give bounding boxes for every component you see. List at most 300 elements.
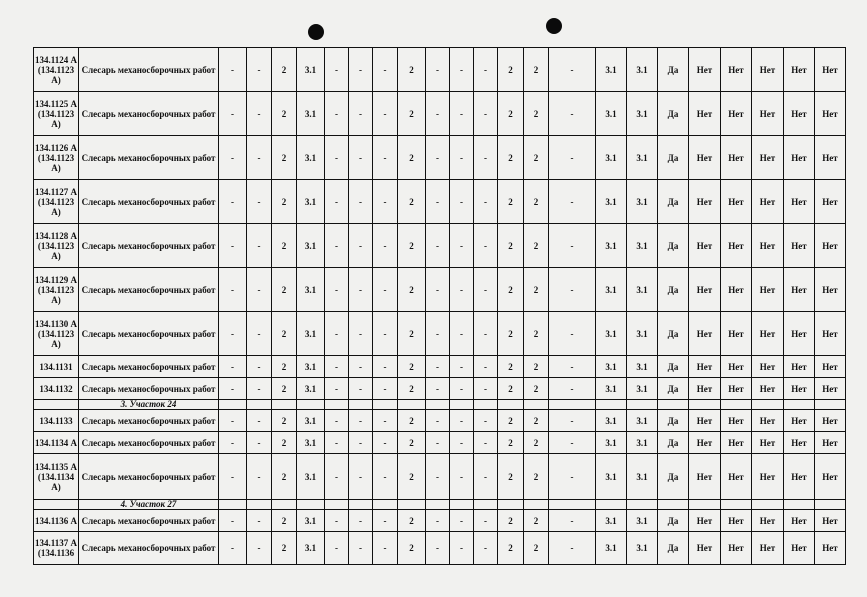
- value-cell: 3.1: [627, 312, 658, 356]
- value-cell: Нет: [721, 378, 752, 400]
- value-cell: 3.1: [596, 510, 627, 532]
- value-cell: -: [349, 224, 373, 268]
- job-title: Слесарь механосборочных работ: [79, 410, 219, 432]
- value-cell: 3.1: [596, 268, 627, 312]
- value-cell: -: [474, 432, 498, 454]
- value-cell: -: [426, 356, 450, 378]
- value-cell: -: [325, 432, 349, 454]
- table-row: [34, 356, 846, 378]
- value-cell: Нет: [784, 356, 815, 378]
- value-cell: 3.1: [627, 224, 658, 268]
- value-cell: 2: [524, 532, 549, 565]
- assessment-table: [33, 47, 846, 565]
- value-cell: -: [373, 454, 398, 500]
- job-title: Слесарь механосборочных работ: [79, 224, 219, 268]
- value-cell: Нет: [815, 432, 846, 454]
- value-cell: 3.1: [596, 92, 627, 136]
- workplace-code: 134.1130 А (134.1123 А): [34, 312, 79, 356]
- section-empty-cell: [247, 500, 272, 510]
- value-cell: 3.1: [627, 432, 658, 454]
- value-cell: 3.1: [596, 356, 627, 378]
- table-row: [34, 48, 846, 92]
- value-cell: -: [349, 312, 373, 356]
- value-cell: -: [450, 136, 474, 180]
- section-empty-cell: [426, 500, 450, 510]
- value-cell: Нет: [721, 136, 752, 180]
- value-cell: 2: [524, 180, 549, 224]
- value-cell: -: [247, 268, 272, 312]
- value-cell: Нет: [721, 510, 752, 532]
- value-cell: -: [549, 432, 596, 454]
- value-cell: 2: [398, 48, 426, 92]
- value-cell: 3.1: [297, 510, 325, 532]
- value-cell: Нет: [752, 48, 784, 92]
- value-cell: Нет: [752, 356, 784, 378]
- value-cell: 2: [524, 224, 549, 268]
- value-cell: -: [373, 180, 398, 224]
- value-cell: Нет: [815, 224, 846, 268]
- value-cell: -: [474, 410, 498, 432]
- value-cell: Нет: [689, 224, 721, 268]
- value-cell: -: [349, 136, 373, 180]
- value-cell: Нет: [784, 180, 815, 224]
- value-cell: Нет: [721, 48, 752, 92]
- value-cell: -: [247, 136, 272, 180]
- value-cell: 3.1: [596, 136, 627, 180]
- value-cell: 2: [398, 268, 426, 312]
- value-cell: 2: [272, 312, 297, 356]
- table-row: [34, 312, 846, 356]
- value-cell: 3.1: [297, 268, 325, 312]
- table-row: [34, 532, 846, 565]
- value-cell: -: [549, 224, 596, 268]
- value-cell: -: [474, 92, 498, 136]
- value-cell: -: [325, 268, 349, 312]
- value-cell: -: [549, 532, 596, 565]
- value-cell: -: [373, 224, 398, 268]
- value-cell: -: [247, 224, 272, 268]
- value-cell: Нет: [784, 532, 815, 565]
- value-cell: Нет: [752, 454, 784, 500]
- value-cell: -: [325, 356, 349, 378]
- value-cell: Нет: [689, 410, 721, 432]
- section-empty-cell: [658, 400, 689, 410]
- section-empty-cell: [689, 400, 721, 410]
- value-cell: 2: [524, 356, 549, 378]
- section-empty-cell: [450, 500, 474, 510]
- value-cell: Нет: [689, 312, 721, 356]
- value-cell: -: [247, 410, 272, 432]
- value-cell: 3.1: [297, 356, 325, 378]
- value-cell: 3.1: [596, 410, 627, 432]
- value-cell: 2: [524, 454, 549, 500]
- value-cell: 3.1: [627, 180, 658, 224]
- workplace-code: 134.1136 А: [34, 510, 79, 532]
- workplace-code: 134.1135 А (134.1134 А): [34, 454, 79, 500]
- job-title: Слесарь механосборочных работ: [79, 92, 219, 136]
- table-row: [34, 378, 846, 400]
- value-cell: 3.1: [297, 48, 325, 92]
- section-empty-cell: [752, 500, 784, 510]
- value-cell: Нет: [815, 454, 846, 500]
- section-empty-cell: [784, 500, 815, 510]
- value-cell: 3.1: [627, 356, 658, 378]
- value-cell: 2: [498, 532, 524, 565]
- value-cell: -: [219, 136, 247, 180]
- section-empty-cell: [596, 500, 627, 510]
- section-empty-cell: [815, 500, 846, 510]
- value-cell: 2: [272, 410, 297, 432]
- value-cell: 2: [398, 180, 426, 224]
- value-cell: -: [549, 92, 596, 136]
- value-cell: -: [450, 432, 474, 454]
- value-cell: Да: [658, 532, 689, 565]
- value-cell: 2: [272, 268, 297, 312]
- value-cell: 2: [398, 410, 426, 432]
- value-cell: -: [325, 312, 349, 356]
- value-cell: Да: [658, 312, 689, 356]
- value-cell: -: [325, 510, 349, 532]
- value-cell: 2: [272, 454, 297, 500]
- value-cell: 3.1: [627, 532, 658, 565]
- section-empty-cell: [627, 500, 658, 510]
- section-empty-cell: [721, 400, 752, 410]
- value-cell: Нет: [721, 224, 752, 268]
- value-cell: -: [549, 378, 596, 400]
- value-cell: -: [450, 510, 474, 532]
- value-cell: -: [219, 432, 247, 454]
- value-cell: 3.1: [297, 454, 325, 500]
- value-cell: 2: [498, 454, 524, 500]
- value-cell: 2: [524, 48, 549, 92]
- value-cell: 2: [524, 92, 549, 136]
- value-cell: -: [450, 224, 474, 268]
- value-cell: Нет: [784, 312, 815, 356]
- value-cell: -: [426, 510, 450, 532]
- value-cell: -: [247, 48, 272, 92]
- value-cell: Нет: [721, 356, 752, 378]
- value-cell: 3.1: [627, 268, 658, 312]
- value-cell: Нет: [689, 510, 721, 532]
- value-cell: 2: [272, 180, 297, 224]
- value-cell: 2: [398, 378, 426, 400]
- workplace-code: 134.1132: [34, 378, 79, 400]
- value-cell: Нет: [752, 432, 784, 454]
- value-cell: 2: [272, 136, 297, 180]
- value-cell: 3.1: [596, 312, 627, 356]
- value-cell: 3.1: [297, 312, 325, 356]
- workplace-code: 134.1125 А (134.1123 А): [34, 92, 79, 136]
- value-cell: Да: [658, 268, 689, 312]
- value-cell: -: [373, 312, 398, 356]
- value-cell: Нет: [815, 532, 846, 565]
- value-cell: Нет: [784, 432, 815, 454]
- section-empty-cell: [784, 400, 815, 410]
- value-cell: 3.1: [297, 532, 325, 565]
- value-cell: -: [219, 378, 247, 400]
- value-cell: Да: [658, 180, 689, 224]
- workplace-code: 134.1133: [34, 410, 79, 432]
- value-cell: -: [450, 356, 474, 378]
- value-cell: 3.1: [596, 532, 627, 565]
- value-cell: 2: [524, 510, 549, 532]
- value-cell: Да: [658, 432, 689, 454]
- value-cell: -: [349, 454, 373, 500]
- value-cell: 3.1: [297, 432, 325, 454]
- value-cell: Нет: [689, 92, 721, 136]
- value-cell: Нет: [815, 48, 846, 92]
- value-cell: 2: [498, 510, 524, 532]
- section-empty-cell: [498, 500, 524, 510]
- value-cell: -: [549, 454, 596, 500]
- value-cell: 2: [498, 136, 524, 180]
- section-empty-cell: [219, 500, 247, 510]
- value-cell: -: [373, 48, 398, 92]
- value-cell: -: [219, 356, 247, 378]
- value-cell: 2: [398, 532, 426, 565]
- value-cell: -: [219, 510, 247, 532]
- value-cell: 3.1: [627, 92, 658, 136]
- section-empty-cell: [297, 500, 325, 510]
- value-cell: 2: [498, 92, 524, 136]
- value-cell: -: [549, 48, 596, 92]
- value-cell: Нет: [784, 48, 815, 92]
- value-cell: -: [450, 454, 474, 500]
- value-cell: 2: [398, 312, 426, 356]
- value-cell: 2: [398, 136, 426, 180]
- workplace-code: 134.1134 А: [34, 432, 79, 454]
- workplace-code: 134.1137 А (134.1136: [34, 532, 79, 565]
- value-cell: 2: [272, 378, 297, 400]
- value-cell: -: [426, 180, 450, 224]
- value-cell: -: [325, 454, 349, 500]
- value-cell: -: [474, 510, 498, 532]
- value-cell: -: [474, 532, 498, 565]
- value-cell: -: [474, 268, 498, 312]
- value-cell: Нет: [689, 378, 721, 400]
- job-title: Слесарь механосборочных работ: [79, 136, 219, 180]
- value-cell: -: [325, 92, 349, 136]
- value-cell: -: [247, 378, 272, 400]
- value-cell: -: [474, 48, 498, 92]
- value-cell: 2: [498, 356, 524, 378]
- table-row: [34, 180, 846, 224]
- value-cell: Нет: [721, 268, 752, 312]
- value-cell: -: [219, 180, 247, 224]
- section-empty-cell: [398, 500, 426, 510]
- value-cell: Нет: [784, 454, 815, 500]
- workplace-code: 134.1127 А (134.1123 А): [34, 180, 79, 224]
- section-empty-cell: [474, 400, 498, 410]
- value-cell: -: [349, 356, 373, 378]
- value-cell: 3.1: [627, 136, 658, 180]
- job-title: Слесарь механосборочных работ: [79, 432, 219, 454]
- section-empty-cell: [658, 500, 689, 510]
- value-cell: Да: [658, 92, 689, 136]
- value-cell: 2: [498, 224, 524, 268]
- value-cell: 2: [272, 532, 297, 565]
- value-cell: -: [373, 510, 398, 532]
- value-cell: -: [247, 356, 272, 378]
- value-cell: 3.1: [627, 454, 658, 500]
- value-cell: 2: [498, 268, 524, 312]
- table-row: [34, 510, 846, 532]
- job-title: Слесарь механосборочных работ: [79, 510, 219, 532]
- value-cell: -: [373, 410, 398, 432]
- table-row: [34, 454, 846, 500]
- section-empty-cell: [498, 400, 524, 410]
- value-cell: 3.1: [627, 510, 658, 532]
- section-empty-cell: [297, 400, 325, 410]
- value-cell: -: [247, 532, 272, 565]
- value-cell: Нет: [689, 136, 721, 180]
- value-cell: -: [247, 510, 272, 532]
- value-cell: -: [349, 180, 373, 224]
- table-row: [34, 92, 846, 136]
- value-cell: Да: [658, 136, 689, 180]
- value-cell: -: [349, 268, 373, 312]
- punch-hole-right: [546, 18, 562, 34]
- value-cell: Да: [658, 410, 689, 432]
- value-cell: -: [426, 432, 450, 454]
- value-cell: -: [474, 180, 498, 224]
- section-empty-cell: [373, 400, 398, 410]
- value-cell: -: [349, 378, 373, 400]
- section-empty-cell: [398, 400, 426, 410]
- value-cell: 3.1: [596, 180, 627, 224]
- value-cell: 2: [272, 48, 297, 92]
- table-row: [34, 136, 846, 180]
- value-cell: 3.1: [596, 432, 627, 454]
- job-title: Слесарь механосборочных работ: [79, 356, 219, 378]
- value-cell: Нет: [721, 410, 752, 432]
- value-cell: -: [474, 136, 498, 180]
- workplace-code: 134.1126 А (134.1123 А): [34, 136, 79, 180]
- value-cell: Нет: [815, 410, 846, 432]
- value-cell: Нет: [815, 92, 846, 136]
- section-empty-cell: [325, 400, 349, 410]
- value-cell: -: [247, 92, 272, 136]
- value-cell: Нет: [752, 136, 784, 180]
- section-empty-cell: [815, 400, 846, 410]
- value-cell: 3.1: [297, 136, 325, 180]
- workplace-code: 134.1128 А (134.1123 А): [34, 224, 79, 268]
- section-label: 4. Участок 27: [79, 500, 219, 510]
- value-cell: -: [373, 136, 398, 180]
- section-empty-cell: [450, 400, 474, 410]
- section-empty-cell: [474, 500, 498, 510]
- value-cell: 2: [524, 136, 549, 180]
- value-cell: Нет: [815, 136, 846, 180]
- value-cell: -: [426, 136, 450, 180]
- value-cell: -: [549, 312, 596, 356]
- value-cell: Нет: [815, 356, 846, 378]
- value-cell: 2: [398, 356, 426, 378]
- value-cell: -: [450, 48, 474, 92]
- section-empty-cell: [247, 400, 272, 410]
- value-cell: 3.1: [627, 48, 658, 92]
- section-empty-cell: [349, 400, 373, 410]
- table-row: [34, 432, 846, 454]
- value-cell: -: [549, 510, 596, 532]
- job-title: Слесарь механосборочных работ: [79, 454, 219, 500]
- section-empty-cell: [373, 500, 398, 510]
- value-cell: 2: [498, 312, 524, 356]
- value-cell: -: [247, 432, 272, 454]
- value-cell: -: [373, 432, 398, 454]
- value-cell: 2: [524, 432, 549, 454]
- value-cell: Нет: [815, 378, 846, 400]
- value-cell: 3.1: [297, 410, 325, 432]
- value-cell: Нет: [752, 312, 784, 356]
- job-title: Слесарь механосборочных работ: [79, 312, 219, 356]
- value-cell: Нет: [784, 92, 815, 136]
- value-cell: -: [426, 48, 450, 92]
- job-title: Слесарь механосборочных работ: [79, 48, 219, 92]
- value-cell: Нет: [784, 136, 815, 180]
- value-cell: -: [247, 312, 272, 356]
- value-cell: 3.1: [297, 378, 325, 400]
- table-row: [34, 410, 846, 432]
- section-label: 3. Участок 24: [79, 400, 219, 410]
- value-cell: 2: [498, 48, 524, 92]
- value-cell: 3.1: [297, 180, 325, 224]
- value-cell: -: [349, 432, 373, 454]
- value-cell: -: [349, 510, 373, 532]
- value-cell: -: [474, 312, 498, 356]
- value-cell: -: [325, 136, 349, 180]
- value-cell: Нет: [784, 268, 815, 312]
- table-row: [34, 224, 846, 268]
- section-empty-cell: [272, 500, 297, 510]
- value-cell: 2: [398, 510, 426, 532]
- job-title: Слесарь механосборочных работ: [79, 268, 219, 312]
- value-cell: -: [426, 268, 450, 312]
- value-cell: Нет: [752, 410, 784, 432]
- value-cell: Нет: [721, 454, 752, 500]
- value-cell: Нет: [752, 510, 784, 532]
- value-cell: -: [325, 48, 349, 92]
- value-cell: 2: [524, 378, 549, 400]
- value-cell: Нет: [784, 224, 815, 268]
- value-cell: Да: [658, 510, 689, 532]
- value-cell: -: [325, 224, 349, 268]
- value-cell: -: [219, 268, 247, 312]
- value-cell: 2: [498, 378, 524, 400]
- value-cell: -: [426, 312, 450, 356]
- section-empty-cell: [549, 500, 596, 510]
- value-cell: -: [247, 454, 272, 500]
- value-cell: -: [373, 378, 398, 400]
- job-title: Слесарь механосборочных работ: [79, 532, 219, 565]
- value-cell: -: [219, 92, 247, 136]
- workplace-code: 134.1129 А (134.1123 А): [34, 268, 79, 312]
- value-cell: -: [450, 312, 474, 356]
- section-empty-cell: [549, 400, 596, 410]
- value-cell: 3.1: [596, 224, 627, 268]
- value-cell: -: [219, 224, 247, 268]
- value-cell: -: [325, 410, 349, 432]
- section-empty-cell: [524, 500, 549, 510]
- punch-hole-left: [308, 24, 324, 40]
- value-cell: -: [247, 180, 272, 224]
- value-cell: -: [450, 268, 474, 312]
- value-cell: -: [474, 454, 498, 500]
- value-cell: Нет: [752, 532, 784, 565]
- value-cell: Нет: [815, 510, 846, 532]
- value-cell: Нет: [752, 92, 784, 136]
- value-cell: 2: [272, 432, 297, 454]
